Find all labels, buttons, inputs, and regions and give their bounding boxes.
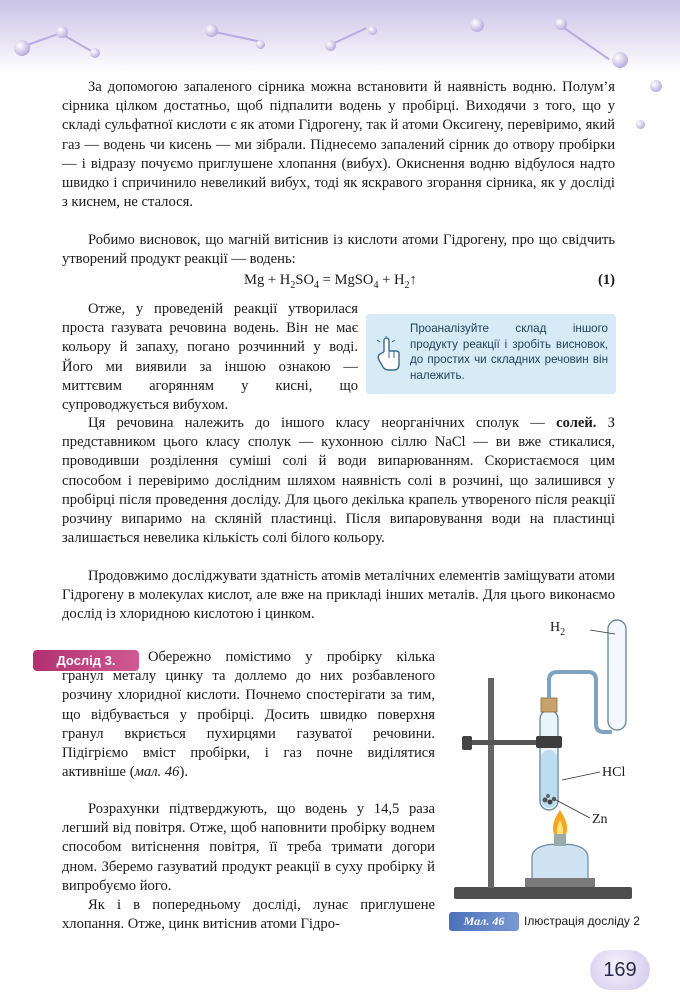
figure-caption: Ілюстрація досліду 2 xyxy=(524,914,640,928)
paragraph-2: Робимо висновок, що магній витіснив із кислоти атоми Гідрогену, про що свідчить утворений продукт реакції — водень: xyxy=(62,232,615,268)
equation-number: (1) xyxy=(597,272,615,288)
equation-formula: $Mg + H_2SO_4$ = MgSO$_4$ + $H_2↑$ xyxy=(244,272,417,291)
paragraph-4: Ця речовина належить до іншого класу неорганічних сполук — солей. З представником цього класу сполук — кухонною сіллю NaCl — ви вже стикалися, проводивши розділення суміші солі й води випарюванням. Скористаємося цим способом і перевіримо дослідним шляхом наявність солі в розчині, що залишився у пробірці після проведення досліду. Для цього декілька крапель утвореного після реакції розчину випаримо на скляній пластинці. Після випаровування води на пластинці залишається невелика кількість солі білого кольору. xyxy=(62,415,615,547)
paragraph-8: Як і в попередньому досліді, лунає приглушене хлопання. Отже, цинк витіснив атоми Гідро- xyxy=(62,897,435,933)
term-salts: солей. xyxy=(556,415,597,431)
paragraph-3: Отже, у проведеній реакції утворилася проста газувата речовина водень. Він не має кольору й запаху, погано розчинний у воді. Його ми виявили за іншою ознакою — миттєвим агорянням у кисні, що супроводжується вибухом. xyxy=(62,301,358,414)
paragraph-1: За допомогою запаленого сірника можна встановити й наявність водню. Полум’я сірника цілком достатньо, щоб підпалити водень у пробірці. Виходячи з того, що у складі сульфатної кислоти є як атоми Гідрогену, так й атоми Оксигену, перевіримо, який газ — водень чи кисень — ми зібрали. Піднесемо запалений сірник до отвору пробірки — і відразу почуємо приглушене хлопання (вибух). Окиснення водню відбулося надто швидко і спричинило невеликий вибух, тоді як яскравого згорання сірника, як у досліді з киснем, не сталося. xyxy=(62,79,615,211)
paragraph-6: Обережно помістимо у пробірку кілька гранул металу цинку та доллемо до них розбавленого розчину хлоридної кислоти. Почнемо спостерігати за тим, що відбувається у пробірці. Досить швидко поверхня гранул вкриється пухирцями газуватої речовини. Підігріємо вміст пробірки, і газ почне виділятися активніше (мал. 46). xyxy=(62,649,435,781)
stand-base xyxy=(454,887,632,899)
paragraph-5: Продовжимо досліджувати здатність атомів металічних елементів заміщувати атоми Гідрогену в молекулах кислот, але вже на прикладі інших металів. Для цього виконаємо дослід із хлоридною кислотою і цинком. xyxy=(62,568,615,623)
label-h2: $H_2$ xyxy=(550,620,566,638)
paragraph-7: Розрахунки підтверджують, що водень у 14,5 раза легший від повітря. Отже, щоб наповнити пробірку воднем способом витіснення повітря, її треба тримати догори дном. Зберемо газуватий продукт реакції в суху пробірку й випробуємо його. xyxy=(62,801,435,894)
label-zn: Zn xyxy=(592,812,608,827)
collection-tube xyxy=(608,620,626,730)
spirit-burner xyxy=(532,844,588,880)
label-hcl: HCl xyxy=(602,765,626,780)
molecule-icon xyxy=(14,40,30,56)
lab-apparatus-illustration xyxy=(440,600,660,905)
stand-rod xyxy=(488,678,494,888)
header-banner xyxy=(0,0,680,72)
experiment-badge: Дослід 3. xyxy=(33,650,139,671)
figure-reference: мал. 46 xyxy=(134,764,180,781)
figure-badge: Мал. 46 xyxy=(449,912,519,931)
pointing-hand-icon xyxy=(374,336,402,372)
zinc-granules xyxy=(543,798,548,803)
callout-text: Проаналізуйте склад іншого продукту реакції і зробіть висновок, до простих чи складних речовин він належить. xyxy=(410,322,608,382)
page-number: 169 xyxy=(590,950,650,990)
task-callout xyxy=(366,314,616,394)
stopper xyxy=(541,698,557,712)
